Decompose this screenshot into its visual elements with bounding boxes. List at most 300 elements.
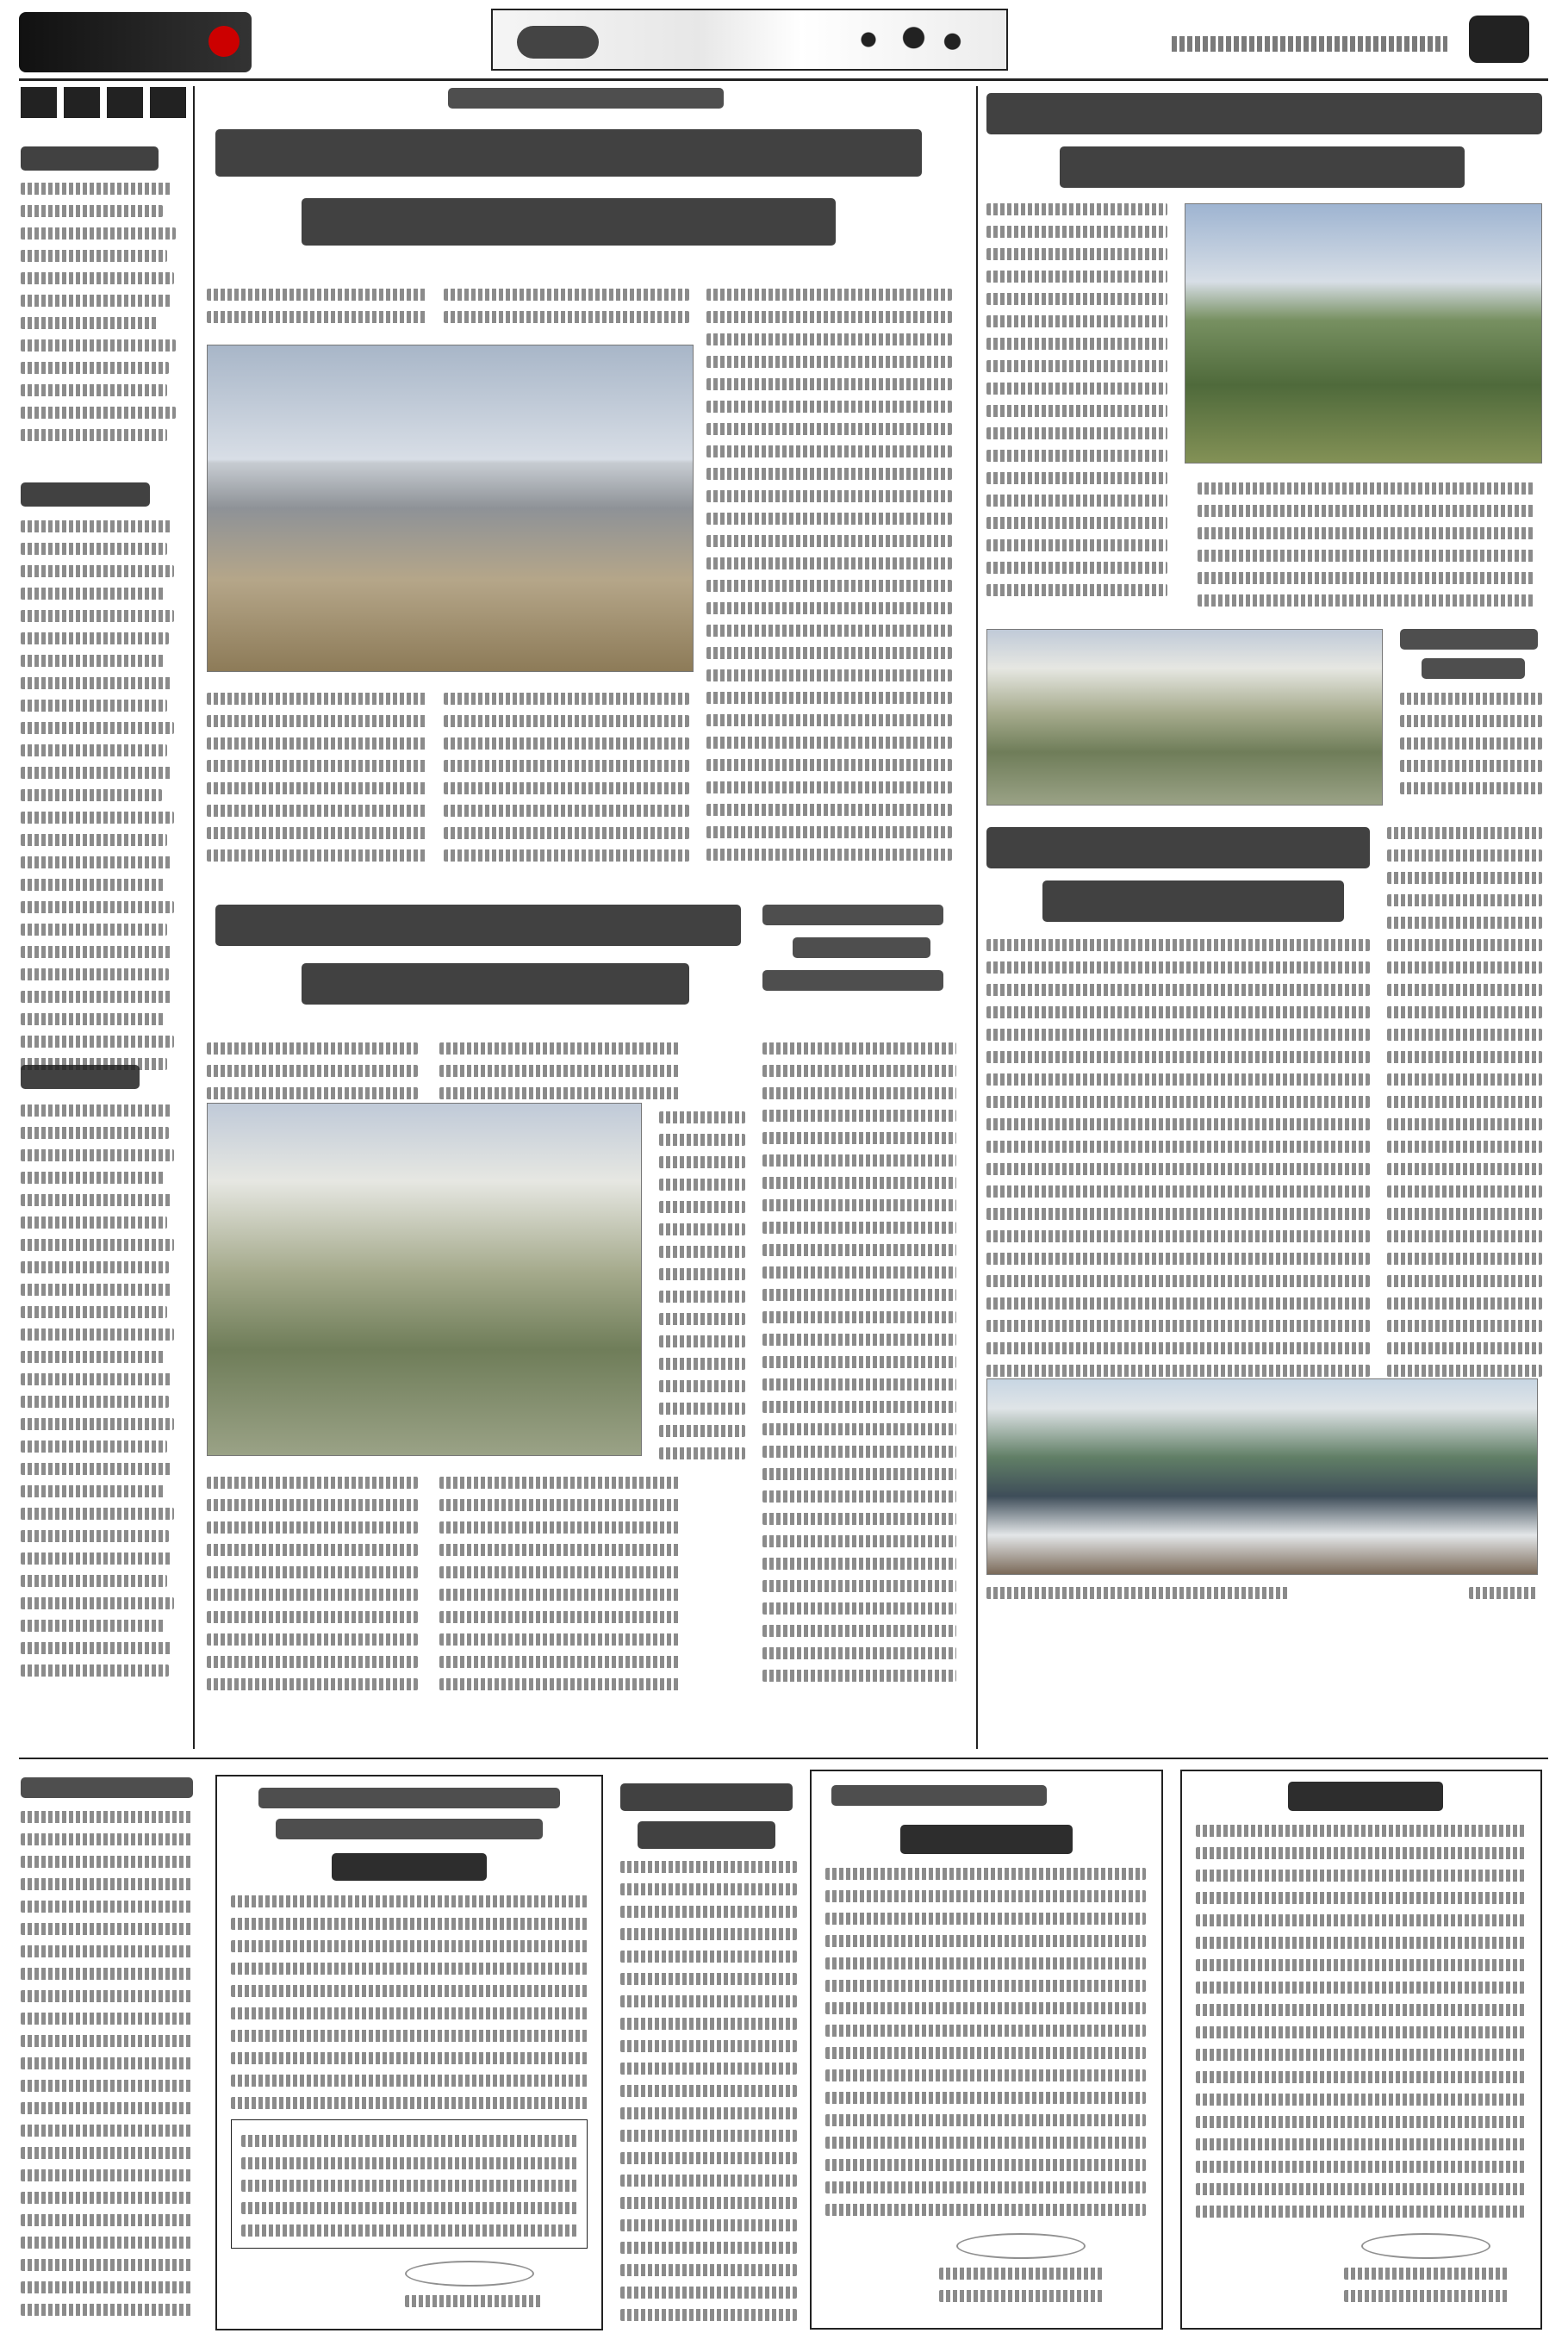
sidebar-headline: [21, 482, 150, 507]
text-line: [762, 1558, 956, 1570]
text-line: [1387, 1051, 1542, 1063]
notice-label: [1288, 1782, 1443, 1811]
text-line: [659, 1223, 745, 1235]
text-line: [21, 407, 176, 419]
text-line: [825, 1868, 1146, 1880]
text-line: [706, 625, 952, 637]
sidebar-headline: [21, 146, 159, 171]
text-line: [986, 360, 1167, 372]
text-line: [825, 2181, 1146, 2193]
text-line: [706, 423, 952, 435]
text-line: [762, 1244, 956, 1256]
text-line: [439, 1544, 681, 1556]
text-line: [762, 1535, 956, 1547]
text-line: [825, 1913, 1146, 1925]
text-line: [706, 826, 952, 838]
text-line: [231, 1985, 588, 1997]
text-line: [1387, 1096, 1542, 1108]
story-headline: [638, 1821, 775, 1849]
text-line: [21, 1552, 172, 1565]
text-line: [1387, 1275, 1542, 1287]
text-line: [1196, 1914, 1525, 1926]
text-line: [1387, 827, 1542, 839]
text-line: [620, 2175, 797, 2187]
text-line: [825, 1957, 1146, 1969]
news-photo: [986, 1378, 1538, 1575]
photo-caption: [986, 1587, 1288, 1599]
text-line: [231, 1963, 588, 1975]
text-line: [21, 968, 169, 980]
text-line: [620, 1928, 797, 1940]
text-line: [620, 1973, 797, 1985]
text-line: [620, 2309, 797, 2321]
text-line: [21, 1597, 174, 1609]
text-line: [21, 1901, 193, 1913]
text-line: [762, 1065, 956, 1077]
text-line: [986, 984, 1370, 996]
text-line: [21, 1328, 174, 1341]
text-line: [231, 2030, 588, 2042]
text-line: [706, 849, 952, 861]
text-line: [825, 2047, 1146, 2059]
text-line: [706, 535, 952, 547]
text-line: [21, 384, 167, 396]
text-line: [706, 759, 952, 771]
news-photo: [207, 1103, 642, 1456]
text-line: [1196, 1937, 1525, 1949]
text-line: [21, 1923, 193, 1935]
text-line: [207, 1544, 418, 1556]
text-line: [1387, 1029, 1542, 1041]
text-line: [21, 991, 172, 1003]
text-line: [762, 1580, 956, 1592]
text-line: [986, 450, 1167, 462]
text-line: [444, 715, 689, 727]
story-headline: [762, 970, 943, 991]
text-line: [825, 1890, 1146, 1902]
text-line: [706, 311, 952, 323]
text-line: [21, 1811, 193, 1823]
text-line: [439, 1087, 681, 1099]
text-line: [21, 1620, 165, 1632]
text-line: [659, 1268, 745, 1280]
text-line: [21, 2013, 193, 2025]
text-line: [986, 226, 1167, 238]
text-line: [620, 1883, 797, 1895]
text-line: [986, 1141, 1370, 1153]
text-line: [21, 677, 172, 689]
text-line: [986, 472, 1167, 484]
text-line: [1198, 594, 1534, 607]
text-line: [21, 250, 167, 262]
text-line: [241, 2224, 577, 2237]
text-line: [986, 939, 1370, 951]
text-line: [825, 2002, 1146, 2014]
text-line: [659, 1313, 745, 1325]
text-line: [207, 1611, 418, 1623]
text-line: [439, 1611, 681, 1623]
text-line: [241, 2202, 577, 2214]
text-line: [444, 782, 689, 794]
text-line: [21, 1485, 165, 1497]
text-line: [1387, 894, 1542, 906]
text-line: [207, 1065, 418, 1077]
text-line: [706, 580, 952, 592]
news-photo: [207, 345, 694, 672]
text-line: [825, 1935, 1146, 1947]
section-tab: [64, 87, 100, 118]
newspaper-logo: [19, 12, 252, 72]
dateline: [207, 1042, 418, 1055]
section-banner: [491, 9, 1008, 71]
text-line: [620, 1951, 797, 1963]
text-line: [986, 1163, 1370, 1175]
signature-line: [939, 2268, 1103, 2280]
text-line: [21, 1945, 193, 1957]
text-line: [439, 1042, 681, 1055]
text-line: [986, 562, 1167, 574]
text-line: [986, 1342, 1370, 1354]
text-line: [706, 781, 952, 793]
text-line: [1196, 2161, 1525, 2173]
column-rule: [976, 86, 978, 1749]
text-line: [706, 513, 952, 525]
text-line: [21, 2192, 193, 2204]
text-line: [207, 1656, 418, 1668]
signature-line: [405, 2295, 543, 2307]
text-line: [1387, 939, 1542, 951]
text-line: [1198, 527, 1534, 539]
story-headline: [1042, 880, 1344, 922]
text-line: [439, 1678, 681, 1690]
text-line: [444, 737, 689, 750]
text-line: [1196, 1825, 1525, 1837]
text-line: [21, 317, 159, 329]
text-line: [706, 378, 952, 390]
text-line: [986, 539, 1167, 551]
text-line: [1387, 872, 1542, 884]
text-line: [986, 271, 1167, 283]
text-line: [444, 289, 689, 301]
text-line: [762, 1378, 956, 1391]
text-line: [1387, 1163, 1542, 1175]
text-line: [21, 1036, 174, 1048]
text-line: [21, 1172, 165, 1184]
text-line: [21, 1194, 172, 1206]
text-line: [762, 1423, 956, 1435]
text-line: [21, 1508, 174, 1520]
text-line: [762, 1289, 956, 1301]
text-line: [21, 2080, 193, 2092]
text-line: [21, 1239, 174, 1251]
text-line: [986, 1253, 1370, 1265]
signature-mark: [956, 2233, 1086, 2259]
text-line: [986, 315, 1167, 327]
text-line: [1198, 505, 1534, 517]
section-tab: [107, 87, 143, 118]
text-line: [21, 1664, 169, 1677]
text-line: [21, 1351, 165, 1363]
text-line: [1196, 1870, 1525, 1882]
text-line: [620, 2107, 797, 2119]
story-headline: [1422, 658, 1525, 679]
text-line: [986, 961, 1370, 974]
text-line: [762, 1647, 956, 1659]
text-line: [207, 715, 426, 727]
text-line: [986, 1073, 1370, 1086]
kicker-line: [448, 88, 724, 109]
story-headline: [620, 1783, 793, 1811]
text-line: [444, 805, 689, 817]
text-line: [986, 1006, 1370, 1018]
text-line: [825, 2159, 1146, 2171]
text-line: [762, 1042, 956, 1055]
text-line: [659, 1358, 745, 1370]
text-line: [21, 588, 165, 600]
text-line: [825, 2114, 1146, 2126]
section-divider: [19, 1758, 1548, 1759]
text-line: [21, 520, 172, 532]
text-line: [659, 1403, 745, 1415]
text-line: [21, 767, 172, 779]
text-line: [241, 2157, 577, 2169]
text-line: [986, 1029, 1370, 1041]
text-line: [21, 1878, 193, 1890]
text-line: [1196, 2206, 1525, 2218]
text-line: [444, 827, 689, 839]
text-line: [762, 1513, 956, 1525]
text-line: [762, 1266, 956, 1279]
text-line: [706, 602, 952, 614]
text-line: [659, 1201, 745, 1213]
text-line: [1400, 737, 1542, 750]
text-line: [21, 429, 167, 441]
text-line: [21, 1373, 172, 1385]
notice-label: [900, 1825, 1073, 1854]
text-line: [1196, 2094, 1525, 2106]
text-line: [21, 2304, 193, 2316]
text-line: [986, 1096, 1370, 1108]
text-line: [1387, 1208, 1542, 1220]
text-line: [231, 1918, 588, 1930]
text-line: [21, 946, 172, 958]
notice-heading: [258, 1788, 560, 1808]
text-line: [762, 1468, 956, 1480]
text-line: [620, 2287, 797, 2299]
signature-mark: [405, 2261, 534, 2287]
text-line: [21, 565, 174, 577]
text-line: [986, 495, 1167, 507]
text-line: [1387, 1230, 1542, 1242]
text-line: [762, 1670, 956, 1682]
text-line: [706, 468, 952, 480]
text-line: [986, 1185, 1370, 1198]
text-line: [706, 804, 952, 816]
text-line: [659, 1179, 745, 1191]
edition-date: [1172, 36, 1447, 52]
text-line: [207, 1633, 418, 1646]
text-line: [825, 2204, 1146, 2216]
text-line: [21, 1396, 169, 1408]
text-line: [21, 2214, 193, 2226]
text-line: [21, 272, 174, 284]
text-line: [21, 1463, 172, 1475]
text-line: [21, 2259, 193, 2271]
text-line: [439, 1477, 681, 1489]
text-line: [706, 669, 952, 681]
story-headline: [762, 905, 943, 925]
text-line: [762, 1446, 956, 1458]
text-line: [762, 1110, 956, 1122]
text-line: [986, 248, 1167, 260]
text-line: [986, 293, 1167, 305]
text-line: [620, 2130, 797, 2142]
text-line: [21, 1104, 172, 1117]
text-line: [241, 2180, 577, 2192]
text-line: [21, 1418, 174, 1430]
text-line: [231, 1895, 588, 1907]
sidebar-headline: [21, 1065, 140, 1089]
text-line: [986, 1118, 1370, 1130]
text-line: [825, 1980, 1146, 1992]
text-line: [1196, 2071, 1525, 2083]
notice-order-label: [332, 1853, 487, 1881]
signature-line: [1344, 2290, 1508, 2302]
text-line: [825, 2137, 1146, 2149]
text-line: [21, 205, 163, 217]
text-line: [231, 2097, 588, 2109]
text-line: [231, 2075, 588, 2087]
text-line: [21, 1833, 193, 1845]
text-line: [21, 2147, 193, 2159]
text-line: [620, 2197, 797, 2209]
text-line: [1196, 2026, 1525, 2038]
text-line: [620, 2152, 797, 2164]
text-line: [659, 1380, 745, 1392]
text-line: [1387, 1253, 1542, 1265]
text-line: [21, 1856, 193, 1868]
text-line: [1196, 1959, 1525, 1971]
text-line: [659, 1425, 745, 1437]
text-line: [1196, 2049, 1525, 2061]
text-line: [21, 879, 165, 891]
text-line: [21, 655, 164, 667]
text-line: [1387, 1118, 1542, 1130]
text-line: [762, 1334, 956, 1346]
text-line: [825, 2069, 1146, 2081]
text-line: [21, 1968, 193, 1980]
text-line: [1387, 961, 1542, 974]
text-line: [706, 490, 952, 502]
text-line: [1196, 2116, 1525, 2128]
text-line: [207, 1589, 418, 1601]
text-line: [21, 339, 176, 352]
text-line: [1196, 1847, 1525, 1859]
text-line: [762, 1490, 956, 1503]
text-line: [207, 693, 426, 705]
text-line: [986, 383, 1167, 395]
lead-headline: [302, 198, 836, 246]
text-line: [1196, 2004, 1525, 2016]
text-line: [706, 647, 952, 659]
text-line: [1400, 715, 1542, 727]
text-line: [986, 517, 1167, 529]
text-line: [1196, 1892, 1525, 1904]
text-line: [825, 2092, 1146, 2104]
text-line: [620, 2264, 797, 2276]
photo-credit: [1469, 1587, 1538, 1599]
text-line: [1387, 1342, 1542, 1354]
text-line: [21, 362, 169, 374]
text-line: [21, 1284, 172, 1296]
text-line: [986, 1230, 1370, 1242]
text-line: [762, 1356, 956, 1368]
text-line: [986, 1051, 1370, 1063]
text-line: [439, 1521, 681, 1534]
text-line: [762, 1154, 956, 1167]
text-line: [207, 1477, 418, 1489]
column-rule: [193, 86, 195, 1749]
text-line: [21, 1127, 169, 1139]
text-line: [21, 744, 167, 756]
text-line: [986, 584, 1167, 596]
text-line: [21, 1261, 169, 1273]
text-line: [444, 760, 689, 772]
text-line: [1387, 849, 1542, 862]
text-line: [207, 827, 426, 839]
text-line: [659, 1156, 745, 1168]
text-line: [706, 333, 952, 345]
text-line: [21, 2237, 193, 2249]
text-line: [241, 2135, 577, 2147]
text-line: [21, 183, 171, 195]
text-line: [620, 2063, 797, 2075]
text-line: [1387, 1365, 1542, 1377]
text-line: [1387, 1185, 1542, 1198]
text-line: [1387, 1297, 1542, 1310]
text-line: [986, 1320, 1370, 1332]
text-line: [706, 737, 952, 749]
text-line: [207, 1087, 418, 1099]
text-line: [207, 760, 426, 772]
text-line: [762, 1087, 956, 1099]
text-line: [762, 1177, 956, 1189]
text-line: [21, 1642, 172, 1654]
text-line: [659, 1134, 745, 1146]
story-headline: [1400, 629, 1538, 650]
dateline: [207, 289, 426, 301]
dateline: [986, 203, 1167, 215]
header-rule: [19, 78, 1548, 81]
text-line: [659, 1111, 745, 1123]
text-line: [21, 2281, 193, 2293]
text-line: [21, 722, 174, 734]
text-line: [706, 714, 952, 726]
text-line: [21, 227, 176, 240]
text-line: [620, 2242, 797, 2254]
text-line: [21, 834, 167, 846]
text-line: [21, 2169, 193, 2181]
text-line: [231, 2007, 588, 2019]
text-line: [1387, 917, 1542, 929]
text-line: [620, 2219, 797, 2231]
text-line: [207, 1678, 418, 1690]
text-line: [21, 1149, 174, 1161]
text-line: [1387, 1141, 1542, 1153]
text-line: [21, 2125, 193, 2137]
text-line: [21, 856, 172, 868]
text-line: [659, 1335, 745, 1347]
